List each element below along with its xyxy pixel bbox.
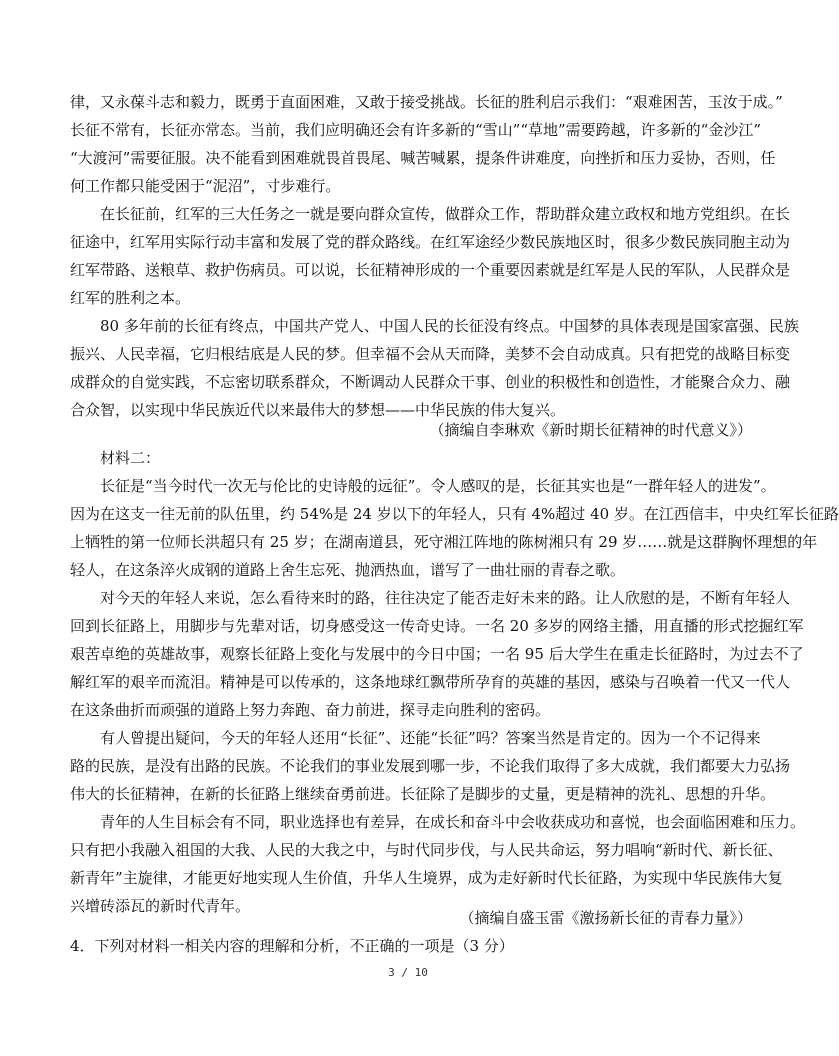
paragraph-3-line-1: 80 多年前的长征有终点，中国共产党人、中国人民的长征没有终点。中国梦的具体表现是国家富强、民族 (100, 317, 799, 335)
paragraph-2-line-1: 在长征前，红军的三大任务之一就是要向群众宣传，做群众工作，帮助群众建立政权和地方党组织。在长 (100, 205, 791, 223)
paragraph-2-line-2: 征途中，红军用实际行动丰富和发展了党的群众路线。在红军途经少数民族地区时，很多少数民族同胞主动为 (70, 233, 791, 251)
paragraph-6-line-1: 有人曾提出疑问，今天的年轻人还用“长征”、还能“长征”吗？答案当然是肯定的。因为一个不记得来 (100, 729, 761, 747)
paragraph-1-line-3: “大渡河”需要征服。决不能看到困难就畏首畏尾、喊苦喊累，提条件讲难度，向挫折和压力妥协，否则，任 (70, 149, 776, 167)
paragraph-7-line-1: 青年的人生目标会有不同，职业选择也有差异，在成长和奋斗中会收获成功和喜悦，也会面临困难和压力。 (100, 813, 806, 831)
paragraph-4-line-3: 上牺牲的第一位师长洪超只有 25 岁；在湖南道县，死守湘江阵地的陈树湘只有 29 岁……就是这群胸怀理想的年 (70, 533, 818, 551)
paragraph-2-line-3: 红军带路、送粮草、救护伤病员。可以说，长征精神形成的一个重要因素就是红军是人民的军队，人民群众是 (70, 261, 791, 279)
paragraph-3-line-2: 振兴、人民幸福，它归根结底是人民的梦。但幸福不会从天而降，美梦不会自动成真。只有把党的战略目标变 (70, 345, 791, 363)
paragraph-4-line-4: 轻人，在这条淬火成钢的道路上舍生忘死、抛洒热血，谱写了一曲壮丽的青春之歌。 (70, 561, 626, 579)
paragraph-4-line-1: 长征是“当今时代一次无与伦比的史诗般的远征”。令人感叹的是，长征其实也是“一群年轻人的进发”。 (100, 477, 776, 495)
paragraph-7-line-2: 只有把小我融入祖国的大我、人民的大我之中，与时代同步伐，与人民共命运，努力唱响“新时代、新长征、 (70, 841, 783, 859)
paragraph-5-line-3: 艰苦卓绝的英雄故事，观察长征路上变化与发展中的今日中国；一名 95 后大学生在重走长征路时，为过去不了 (70, 645, 804, 663)
paragraph-5-line-5: 在这条曲折而顽强的道路上努力奔跑、奋力前进，探寻走向胜利的密码。 (70, 701, 551, 719)
paragraph-6-line-2: 路的民族，是没有出路的民族。不论我们的事业发展到哪一步，不论我们取得了多大成就，我们都要大力弘扬 (70, 757, 791, 775)
page-number: 3 / 10 (388, 966, 428, 979)
paragraph-1-line-4: 何工作都只能受困于“泥沼”，寸步难行。 (70, 177, 341, 195)
paragraph-6-line-3: 伟大的长征精神，在新的长征路上继续奋勇前进。长征除了是脚步的丈量，更是精神的洗礼、思想的升华。 (70, 785, 776, 803)
question-4: 4．下列对材料一相关内容的理解和分析，不正确的一项是（3 分） (70, 937, 514, 955)
paragraph-2-line-4: 红军的胜利之本。 (70, 289, 191, 307)
paragraph-5-line-4: 解红军的艰辛而流泪。精神是可以传承的，这条地球红飘带所孕育的英雄的基因，感染与召唤着一代又一代人 (70, 673, 791, 691)
source-citation-2: （摘编自盛玉雷《激扬新长征的青春力量》） (459, 909, 752, 927)
paragraph-3-line-4: 合众智，以实现中华民族近代以来最伟大的梦想——中华民族的伟大复兴。 (70, 401, 566, 419)
paragraph-7-line-3: 新青年”主旋律，才能更好地实现人生价值，升华人生境界，成为走好新时代长征路，为实现中华民族伟大复 (70, 869, 783, 887)
paragraph-7-line-4: 兴增砖添瓦的新时代青年。 (70, 897, 251, 915)
paragraph-1-line-1: 律，又永葆斗志和毅力，既勇于直面困难，又敢于接受挑战。长征的胜利启示我们：“艰难困苦，玉汝于成。” (70, 93, 783, 111)
paragraph-3-line-3: 成群众的自觉实践，不忘密切联系群众，不断调动人民群众干事、创业的积极性和创造性，才能聚合众力、融 (70, 373, 791, 391)
paragraph-5-line-1: 对今天的年轻人来说，怎么看待来时的路，往往决定了能否走好未来的路。让人欣慰的是，不断有年轻人 (100, 589, 791, 607)
paragraph-1-line-2: 长征不常有，长征亦常态。当前，我们应明确还会有许多新的“雪山”“草地”需要跨越，许多新的“金沙江” (70, 121, 762, 139)
material-2-label: 材料二： (100, 449, 161, 467)
paragraph-4-line-2: 因为在这支一往无前的队伍里，约 54%是 24 岁以下的年轻人，只有 4%超过 40 岁。在江西信丰，中央红军长征路 (70, 505, 839, 523)
paragraph-5-line-2: 回到长征路上，用脚步与先辈对话，切身感受这一传奇史诗。一名 20 多岁的网络主播，用直播的形式挖掘红军 (70, 617, 804, 635)
source-citation-1: （摘编自李琳欢《新时期长征精神的时代意义》） (429, 421, 752, 439)
